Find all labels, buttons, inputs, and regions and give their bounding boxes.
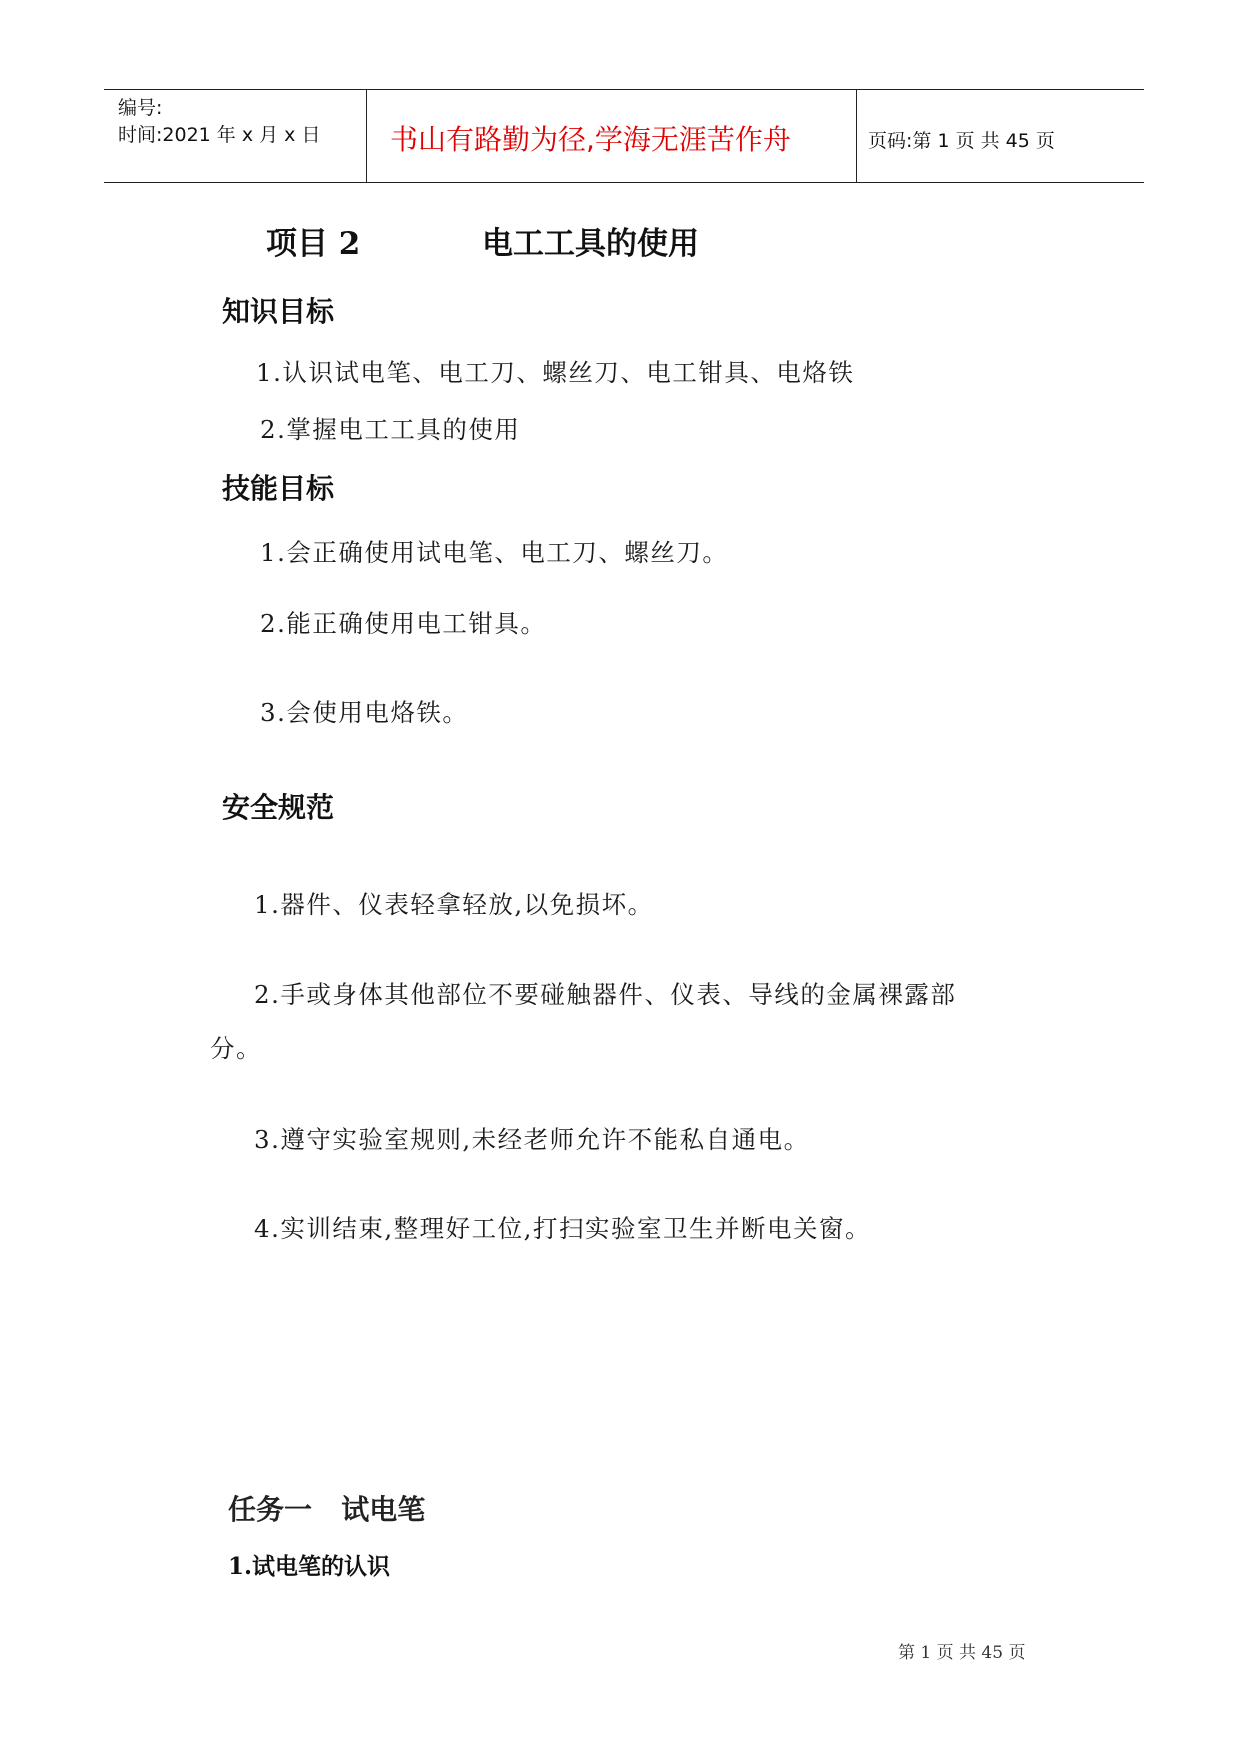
header-divider-right <box>856 90 857 183</box>
knowledge-item: 1.认识试电笔、电工刀、螺丝刀、电工钳具、电烙铁 <box>256 358 855 387</box>
skill-item: 1.会正确使用试电笔、电工刀、螺丝刀。 <box>260 538 729 567</box>
task-heading: 任务一 试电笔 <box>228 1493 426 1526</box>
header-bottom-rule <box>104 182 1144 183</box>
task-subheading: 1.试电笔的认识 <box>228 1553 391 1580</box>
skills-heading: 技能目标 <box>222 472 335 505</box>
project-number: 项目 2 <box>266 226 361 262</box>
knowledge-heading: 知识目标 <box>222 295 335 328</box>
header-top-rule <box>104 89 1144 90</box>
project-name: 电工工具的使用 <box>482 226 699 262</box>
safety-item: 2.手或身体其他部位不要碰触器件、仪表、导线的金属裸露部 <box>254 980 957 1009</box>
knowledge-item: 2.掌握电工工具的使用 <box>260 415 521 444</box>
skill-item: 3.会使用电烙铁。 <box>260 698 469 727</box>
header-number-label: 编号: <box>118 97 163 119</box>
safety-item: 1.器件、仪表轻拿轻放,以免损坏。 <box>254 890 654 919</box>
safety-item: 4.实训结束,整理好工位,打扫实验室卫生并断电关窗。 <box>254 1214 871 1243</box>
header-time-label: 时间:2021 年 x 月 x 日 <box>118 124 321 146</box>
header-motto: 书山有路勤为径,学海无涯苦作舟 <box>390 123 791 156</box>
header-divider-left <box>366 90 367 183</box>
page-footer: 第 1 页 共 45 页 <box>898 1643 1026 1663</box>
safety-item: 3.遵守实验室规则,未经老师允许不能私自通电。 <box>254 1125 810 1154</box>
skill-item: 2.能正确使用电工钳具。 <box>260 609 547 638</box>
safety-heading: 安全规范 <box>222 791 335 824</box>
header-page-info: 页码:第 1 页 共 45 页 <box>868 130 1055 152</box>
safety-item-continuation: 分。 <box>210 1034 262 1063</box>
